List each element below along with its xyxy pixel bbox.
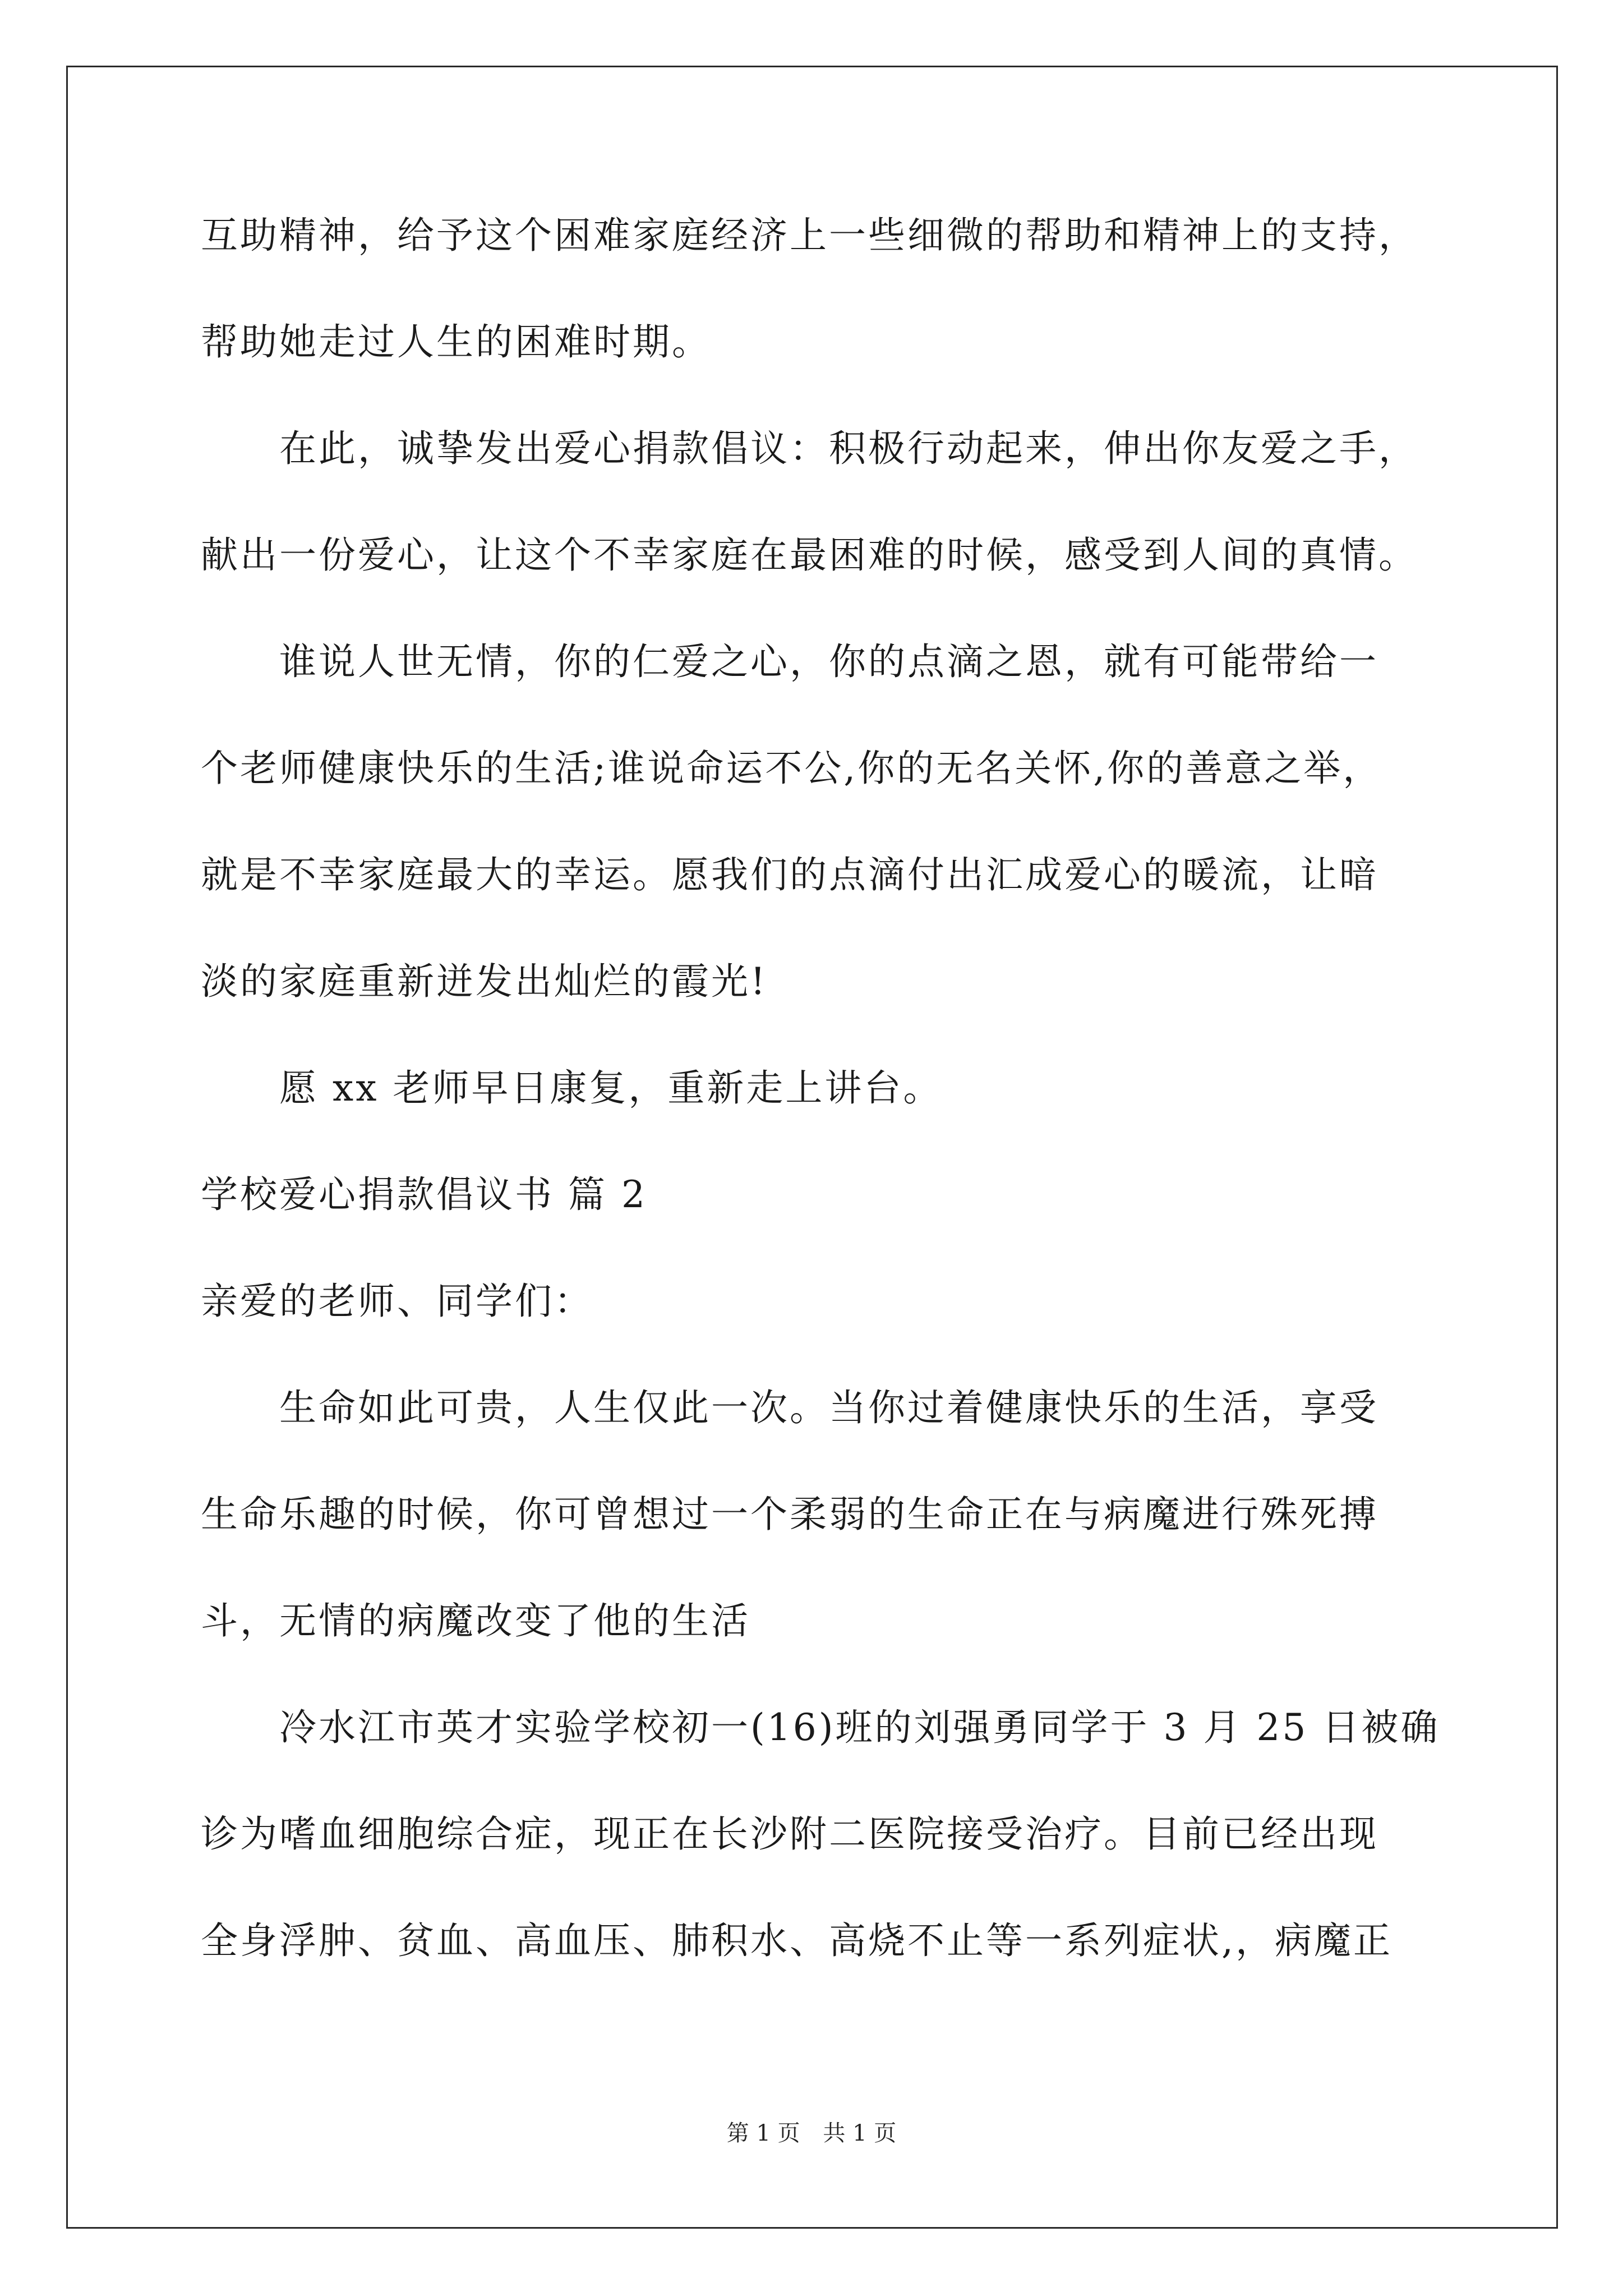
- text-line: 互助精神，给予这个困难家庭经济上一些细微的帮助和精神上的支持，: [201, 214, 1418, 257]
- page-footer: [0, 2118, 1623, 2149]
- section-heading: 学校爱心捐款倡议书 篇 2: [201, 1173, 647, 1216]
- text-line: 个老师健康快乐的生活;谁说命运不公,你的无名关怀,你的善意之举，: [201, 747, 1382, 790]
- text-line: 帮助她走过人生的困难时期。: [201, 320, 711, 364]
- page-total: 共 1 页: [823, 2120, 897, 2146]
- paragraph-start-line: 谁说人世无情，你的仁爱之心，你的点滴之恩，就有可能带给一: [279, 640, 1378, 683]
- paragraph-start-line: 愿 xx 老师早日康复，重新走上讲台。: [279, 1066, 943, 1110]
- text-line: 献出一份爱心，让这个不幸家庭在最困难的时候，感受到人间的真情。: [201, 533, 1418, 577]
- paragraph-start-line: 在此，诚挚发出爱心捐款倡议：积极行动起来，伸出你友爱之手，: [279, 427, 1418, 470]
- page-number: 第 1 页: [726, 2120, 800, 2146]
- text-line: 淡的家庭重新迸发出灿烂的霞光!: [201, 960, 768, 1003]
- text-line: 诊为嗜血细胞综合症，现正在长沙附二医院接受治疗。目前已经出现: [201, 1812, 1378, 1856]
- text-line: 生命乐趣的时候，你可曾想过一个柔弱的生命正在与病魔进行殊死搏: [201, 1493, 1378, 1536]
- paragraph-start-line: 冷水江市英才实验学校初一(16)班的刘强勇同学于 3 月 25 日被确: [279, 1706, 1440, 1749]
- text-line: 全身浮肿、贫血、高血压、肺积水、高烧不止等一系列症状,，病魔正: [201, 1919, 1393, 1962]
- text-line: 就是不幸家庭最大的幸运。愿我们的点滴付出汇成爱心的暖流，让暗: [201, 853, 1378, 896]
- page-border: [66, 66, 1558, 2229]
- text-line: 斗，无情的病魔改变了他的生活: [201, 1599, 750, 1642]
- paragraph-start-line: 生命如此可贵，人生仅此一次。当你过着健康快乐的生活，享受: [279, 1386, 1378, 1429]
- salutation: 亲爱的老师、同学们：: [201, 1280, 593, 1323]
